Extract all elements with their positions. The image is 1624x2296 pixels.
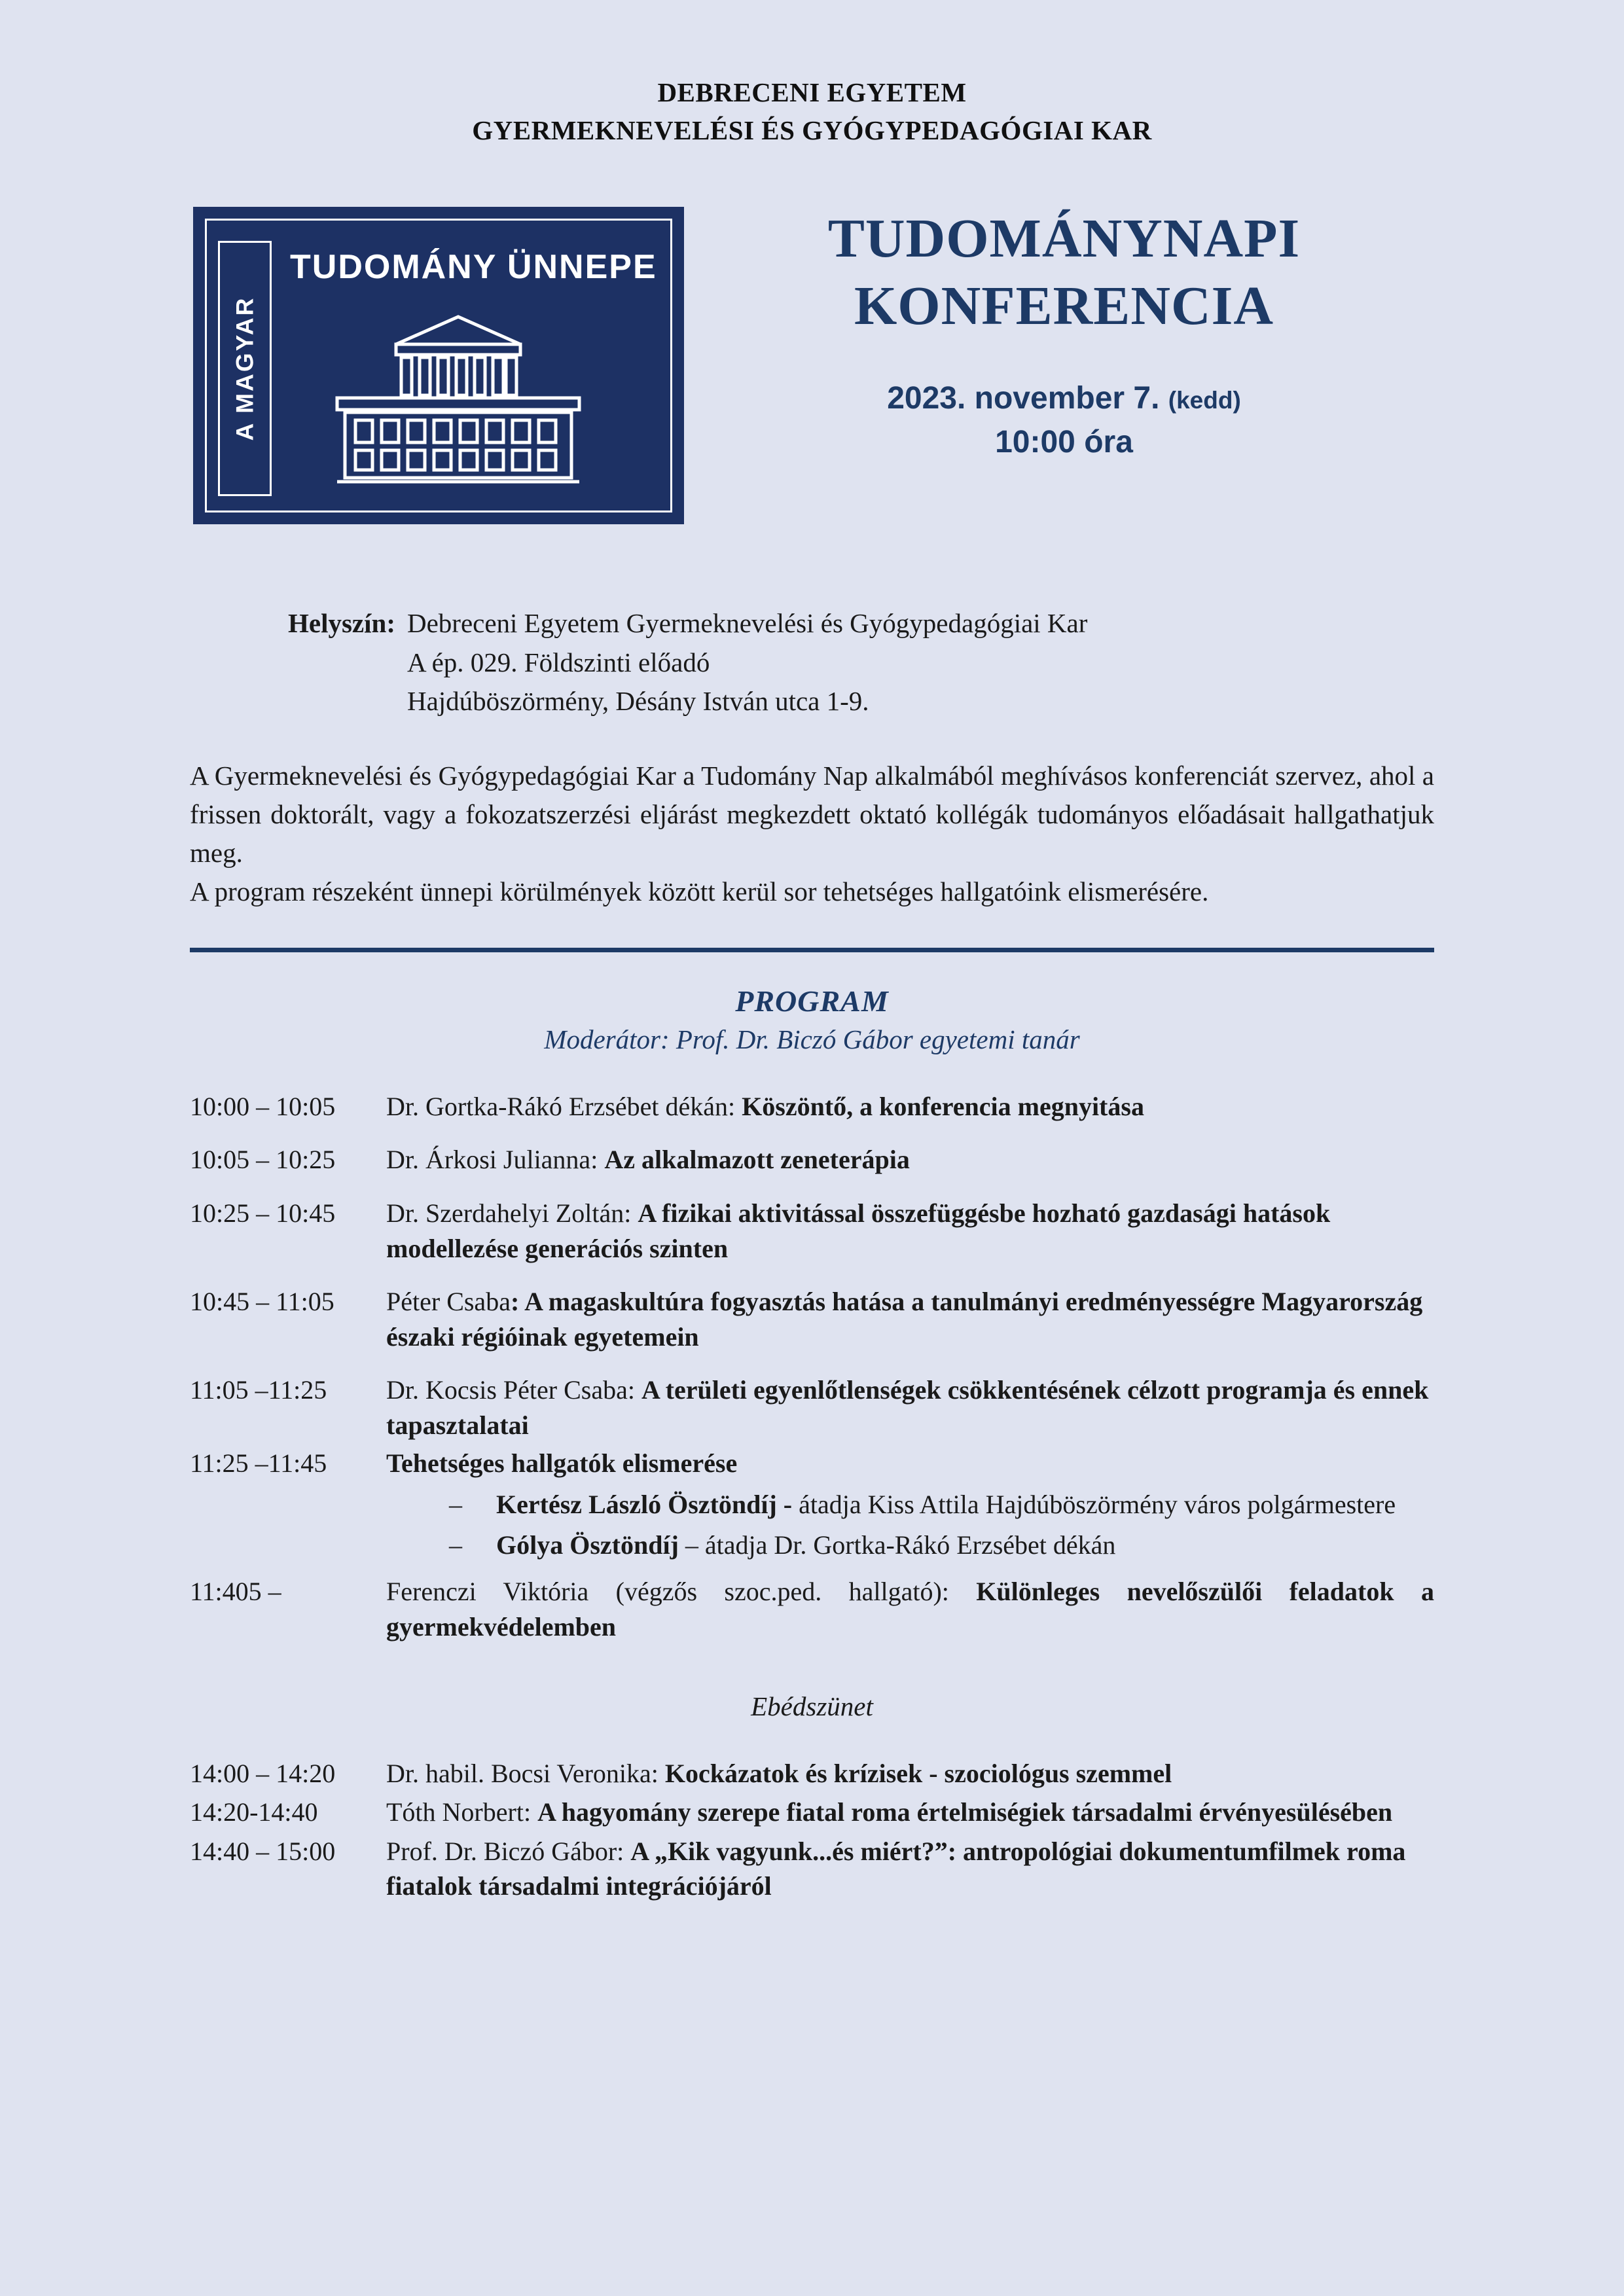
intro-block: [190, 757, 1434, 911]
program-speaker: Ferenczi Viktória (végzős szoc.ped. hallgató):: [386, 1577, 977, 1607]
university-header: [190, 0, 1434, 149]
program-description: [386, 1574, 1434, 1662]
program-speaker: Péter Csaba: [386, 1287, 511, 1317]
program-description: [386, 1284, 1434, 1372]
awards-list: [386, 1487, 1434, 1562]
tudomany-unnepe-logo: [193, 207, 684, 524]
program-time: 10:05 – 10:25: [190, 1145, 336, 1175]
program-time: 14:00 – 14:20: [190, 1758, 336, 1788]
award-name: Gólya Ösztöndíj: [496, 1530, 685, 1560]
program-description: [386, 1795, 1434, 1834]
program-row: [190, 1196, 1434, 1284]
conference-date-text: 2023. november 7.: [887, 381, 1160, 416]
program-row: [190, 1142, 1434, 1196]
program-row-awards: [190, 1446, 1434, 1575]
program-speaker: Dr. Árkosi Julianna:: [386, 1145, 605, 1175]
conference-date: [694, 378, 1434, 420]
award-detail: átadja Kiss Attila Hajdúböszörmény város polgármestere: [799, 1490, 1396, 1520]
program-speaker: Dr. Gortka-Rákó Erzsébet dékán:: [386, 1091, 742, 1121]
program-speaker: Prof. Dr. Biczó Gábor:: [386, 1836, 631, 1866]
award-detail: – átadja Dr. Gortka-Rákó Erzsébet dékán: [685, 1530, 1116, 1560]
award-name: Kertész László Ösztöndíj -: [496, 1490, 799, 1520]
program-speaker: Dr. habil. Bocsi Veronika:: [386, 1758, 665, 1788]
conference-title-line2: KONFERENCIA: [854, 275, 1274, 336]
program-time: 11:405 –: [190, 1577, 281, 1607]
program-description: [386, 1089, 1434, 1143]
program-description: [386, 1834, 1434, 1908]
program-row: [190, 1284, 1434, 1372]
dash-marker: –: [449, 1490, 462, 1520]
venue-lines: [407, 604, 1087, 721]
intro-paragraph-2: A program részeként ünnepi körülmények között kerül sor tehetséges hallgatóink elismerésére.: [190, 876, 1209, 906]
university-name: DEBRECENI EGYETEM: [657, 77, 967, 107]
program-talk: A fizikai aktivitással összefüggésbe hozható gazdasági hatások modellezése generációs szinten: [386, 1198, 1331, 1263]
lunch-break: Ebédszünet: [751, 1691, 873, 1721]
conference-day-text: (kedd): [1168, 387, 1241, 414]
faculty-name: GYERMEKNEVELÉSI ÉS GYÓGYPEDAGÓGIAI KAR: [472, 115, 1152, 146]
section-divider: [190, 948, 1434, 952]
program-time: 10:00 – 10:05: [190, 1091, 336, 1121]
building-icon: [298, 306, 619, 490]
program-header: [190, 984, 1434, 1055]
program-table-morning: [190, 1089, 1434, 1663]
program-moderator: Moderátor: Prof. Dr. Biczó Gábor egyetemi tanár: [544, 1024, 1080, 1054]
program-talk: Az alkalmazott zeneterápia: [604, 1145, 910, 1175]
program-row: [190, 1834, 1434, 1908]
program-description: [386, 1142, 1434, 1196]
program-time: 11:25 –11:45: [190, 1448, 327, 1478]
program-time: 10:45 – 11:05: [190, 1287, 334, 1317]
logo-container: [190, 194, 687, 524]
venue-label: Helyszín:: [288, 608, 395, 639]
program-description: [386, 1372, 1434, 1445]
program-row: [190, 1756, 1434, 1795]
program-time: 11:05 –11:25: [190, 1375, 327, 1405]
program-talk: A területi egyenlőtlenségek csökkentésének célzott programja és ennek tapasztalatai: [386, 1375, 1429, 1441]
venue-block: [190, 604, 1434, 721]
venue-line-3: Hajdúböszörmény, Désány István utca 1-9.: [406, 686, 869, 717]
logo-vertical-text: A MAGYAR: [231, 296, 259, 441]
conference-title-line1: TUDOMÁNYNAPI: [827, 208, 1301, 270]
program-time: 10:25 – 10:45: [190, 1198, 336, 1229]
program-description: [386, 1756, 1434, 1795]
program-table-afternoon: [190, 1756, 1434, 1908]
program-talk: Kockázatok és krízisek - szociológus szemmel: [664, 1758, 1172, 1788]
award-item: [449, 1528, 1434, 1563]
program-row: [190, 1089, 1434, 1143]
title-text-block: [687, 194, 1434, 460]
logo-main-text: TUDOMÁNY ÜNNEPE: [290, 248, 657, 287]
venue-line-2: A ép. 029. Földszinti előadó: [406, 647, 710, 677]
awards-heading: Tehetséges hallgatók elismerése: [386, 1448, 738, 1478]
program-speaker: Dr. Kocsis Péter Csaba:: [386, 1375, 641, 1405]
program-speaker: Tóth Norbert:: [386, 1797, 538, 1827]
program-description: [386, 1196, 1434, 1284]
title-block: [190, 194, 1434, 524]
program-row: [190, 1574, 1434, 1662]
program-row: [190, 1795, 1434, 1834]
conference-title: [694, 206, 1434, 340]
intro-paragraph-1: A Gyermeknevelési és Gyógypedagógiai Kar a Tudomány Nap alkalmából meghívásos konferenciát szervez, ahol a frissen doktorált, vagy a fokozatszerzési eljárást megkezdett oktató kollégák tudományos előadásait hallgathatjuk meg.: [190, 760, 1434, 868]
program-time: 14:20-14:40: [190, 1797, 318, 1827]
program-talk: A hagyomány szerepe fiatal roma értelmiségiek társadalmi érvényesülésében: [537, 1797, 1393, 1827]
award-item: [449, 1487, 1434, 1522]
conference-time: 10:00 óra: [995, 425, 1133, 460]
logo-vertical-text-box: [218, 241, 272, 496]
program-title: PROGRAM: [735, 984, 889, 1018]
program-time: 14:40 – 15:00: [190, 1836, 336, 1866]
program-description: [386, 1446, 1434, 1575]
program-talk: A „Kik vagyunk...és miért?”: antropológiai dokumentumfilmek roma fiatalok társadalmi integrációjáról: [386, 1836, 1406, 1901]
program-row: [190, 1372, 1434, 1445]
dash-marker: –: [449, 1530, 462, 1560]
program-talk: Köszöntő, a konferencia megnyitása: [742, 1091, 1144, 1121]
venue-line-1: Debreceni Egyetem Gyermeknevelési és Gyógypedagógiai Kar: [406, 608, 1088, 639]
program-talk: Különleges nevelőszülői feladatok a gyermekvédelemben: [386, 1577, 1434, 1641]
program-talk: : A magaskultúra fogyasztás hatása a tanulmányi eredményességre Magyarország északi régióinak egyetemein: [386, 1287, 1423, 1352]
program-speaker: Dr. Szerdahelyi Zoltán:: [386, 1198, 638, 1229]
